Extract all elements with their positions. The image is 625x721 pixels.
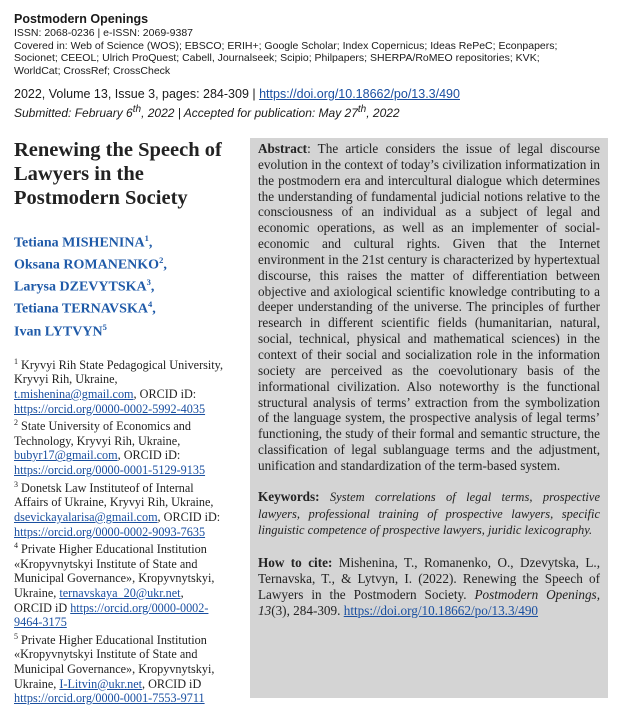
cite-label: How to cite: — [258, 555, 333, 571]
cite-text: Mishenina, T., Romanenko, O., Dzevytska, L., Ternavska, T., & Lytvyn, I. (2022). Renewing the Speech of Lawyers in the Postmodern Society. — [258, 555, 601, 602]
abstract-label: Abstract — [258, 141, 308, 156]
title-line-1: Renewing the Speech of — [14, 139, 222, 161]
left-column — [14, 138, 242, 706]
title-line-2: Lawyers in the — [14, 163, 144, 185]
journal-name: Postmodern Openings — [14, 12, 149, 26]
issue-text: 2022, Volume 13, Issue 3, pages: 284-309 | — [14, 87, 260, 101]
affiliation-1: $^1$ Kryvyi Rih State Pedagogical University, Kryvyi Rih, Ukraine, t.mishenina@gmail.com, ORCID iD: https://orcid.org/0000-0002-5992-4035 — [14, 356, 224, 416]
orcid-link-cont[interactable]: 9464-3175 — [14, 615, 67, 630]
indexing-line-2: Socionet; CEEOL; Ulrich ProQuest; Cabell, Journalseek; Scipio; Philpapers; SHERPA/RoMEO repositories; KVK; — [14, 52, 540, 64]
author: Tetiana MISHENINA$^1$, — [14, 233, 153, 251]
journal-header — [14, 12, 614, 121]
keywords-label: Keywords: — [258, 488, 320, 504]
author: Ivan LYTVYN$^5$ — [14, 321, 107, 340]
issn-line: ISSN: 2068-0236 | e-ISSN: 2069-9387 — [14, 27, 194, 39]
author: Tetiana TERNAVSKA$^4$, — [14, 299, 156, 318]
author: Larysa DZEVYTSKA$^3$, — [14, 277, 155, 295]
affiliation-4: $^4$ Private Higher Educational Institution «Kropyvnytskyi Institute of State and Municipal Governance», Kropyvnytskyi, Ukraine, ternavskaya_20@ukr.net, ORCID iD https://orcid.org/0000-0002- 9464-3175 — [14, 541, 215, 630]
author: Oksana ROMANENKO$^2$, — [14, 255, 167, 273]
submitted-year: , 2022 | — [141, 106, 184, 120]
abstract-box — [250, 138, 608, 698]
orcid-link[interactable]: https://orcid.org/0000-0001-5129-9135 — [14, 463, 206, 478]
affiliation-2: $^2$ State University of Economics and Technology, Kryvyi Rih, Ukraine, bubyr17@gmail.com, ORCID iD: https://orcid.org/0000-0001-5129-9135 — [14, 418, 206, 478]
orcid-link[interactable]: https://orcid.org/0000-0001-7553-9711 — [14, 691, 205, 706]
keywords-text: System correlations of legal terms, prospective lawyers, professional training of prospective lawyers, specific linguistic competence of prospective lawyers, juridic lexicography. — [258, 489, 600, 538]
abstract-text: : The article considers the issue of legal discourse evolution in the context of today’s civilization informatization in the postmodern era and intercultural dialogue which determines the understanding of fundamental judicial notions relative to the consciousness of an individual as a subject of legal and economic operations, as well as an implementer of social-economic and cultural rights. Given that the Internet environment in the 21st century is characterized by hypertextual discourse, this raises the matter of differentiation between objective and axiological scientific knowledge contributing to a deeper understanding of the universe. The principles of further research in different scientific fields (humanitarian, natural, social, technical, physical and mathematical sciences) in the context of their social and socialization role in the information society are perceived as the coevolutionary basis of the informational civilization. Also noteworthy is the functional structural analysis of terms’ extraction from the symbolization of the language system, the prospective analysis of legal terms’ functioning, the study of their formal and semantic structure, the classification of legal sublanguage terms and the adjustment, unification and standardization of the term-based system. — [258, 141, 600, 473]
accepted-date: Accepted for publication: May 27 — [183, 106, 358, 120]
orcid-link[interactable]: https://orcid.org/0000-0002- — [70, 600, 209, 615]
issue-line — [14, 87, 614, 102]
email-link[interactable]: t.mishenina@gmail.com — [14, 387, 134, 402]
title-line-3: Postmodern Society — [14, 187, 188, 209]
dates-line — [14, 102, 614, 121]
abstract — [258, 141, 600, 474]
doi-link-header[interactable]: https://doi.org/10.18662/po/13.3/490 — [259, 87, 460, 101]
accepted-sup: th — [357, 104, 367, 115]
cite-journal: Postmodern Openings, 13 — [258, 586, 600, 618]
indexing-line-3: WorldCat; CrossRef; CrossCheck — [14, 64, 171, 77]
email-link[interactable]: bubyr17@gmail.com — [14, 448, 118, 463]
affiliation-3: $^3$ Donetsk Law Instituteof of Internal Affairs of Ukraine, Kryvyi Rih, Ukraine, dsevickayalarisa@gmail.com, ORCID iD: https://orcid.org/0000-0002-9093-7635 — [14, 479, 221, 539]
indexing-line-1: Covered in: Web of Science (WOS); EBSCO; ERIH+; Google Scholar; Index Copernicus; Ideas RePeC; Econpapers; — [14, 39, 558, 52]
how-to-cite — [258, 555, 600, 618]
cite-issue: (3), 284-309. — [271, 602, 344, 618]
affiliation-list — [14, 355, 242, 706]
submitted-sup: th — [132, 104, 142, 115]
email-link[interactable]: ternavskaya_20@ukr.net — [59, 585, 181, 600]
orcid-link[interactable]: https://orcid.org/0000-0002-5992-4035 — [14, 401, 206, 416]
accepted-year: , 2022 — [366, 106, 400, 120]
orcid-link[interactable]: https://orcid.org/0000-0002-9093-7635 — [14, 524, 206, 539]
affiliation-5: $^5$ Private Higher Educational Institution «Kropyvnytskyi Institute of State and Municipal Governance», Kropyvnytskyi, Ukraine, I-Litvin@ukr.net, ORCID iD https://orcid.org/0000-0001-7553-9711 — [14, 631, 215, 706]
keywords — [258, 489, 600, 540]
email-link[interactable]: I-Litvin@ukr.net — [59, 676, 142, 691]
submitted-date: Submitted: February 6 — [14, 106, 133, 120]
author-list — [14, 230, 242, 341]
article-title — [14, 138, 242, 210]
doi-link-citation[interactable]: https://doi.org/10.18662/po/13.3/490 — [343, 602, 539, 618]
email-link[interactable]: dsevickayalarisa@gmail.com — [14, 509, 158, 524]
